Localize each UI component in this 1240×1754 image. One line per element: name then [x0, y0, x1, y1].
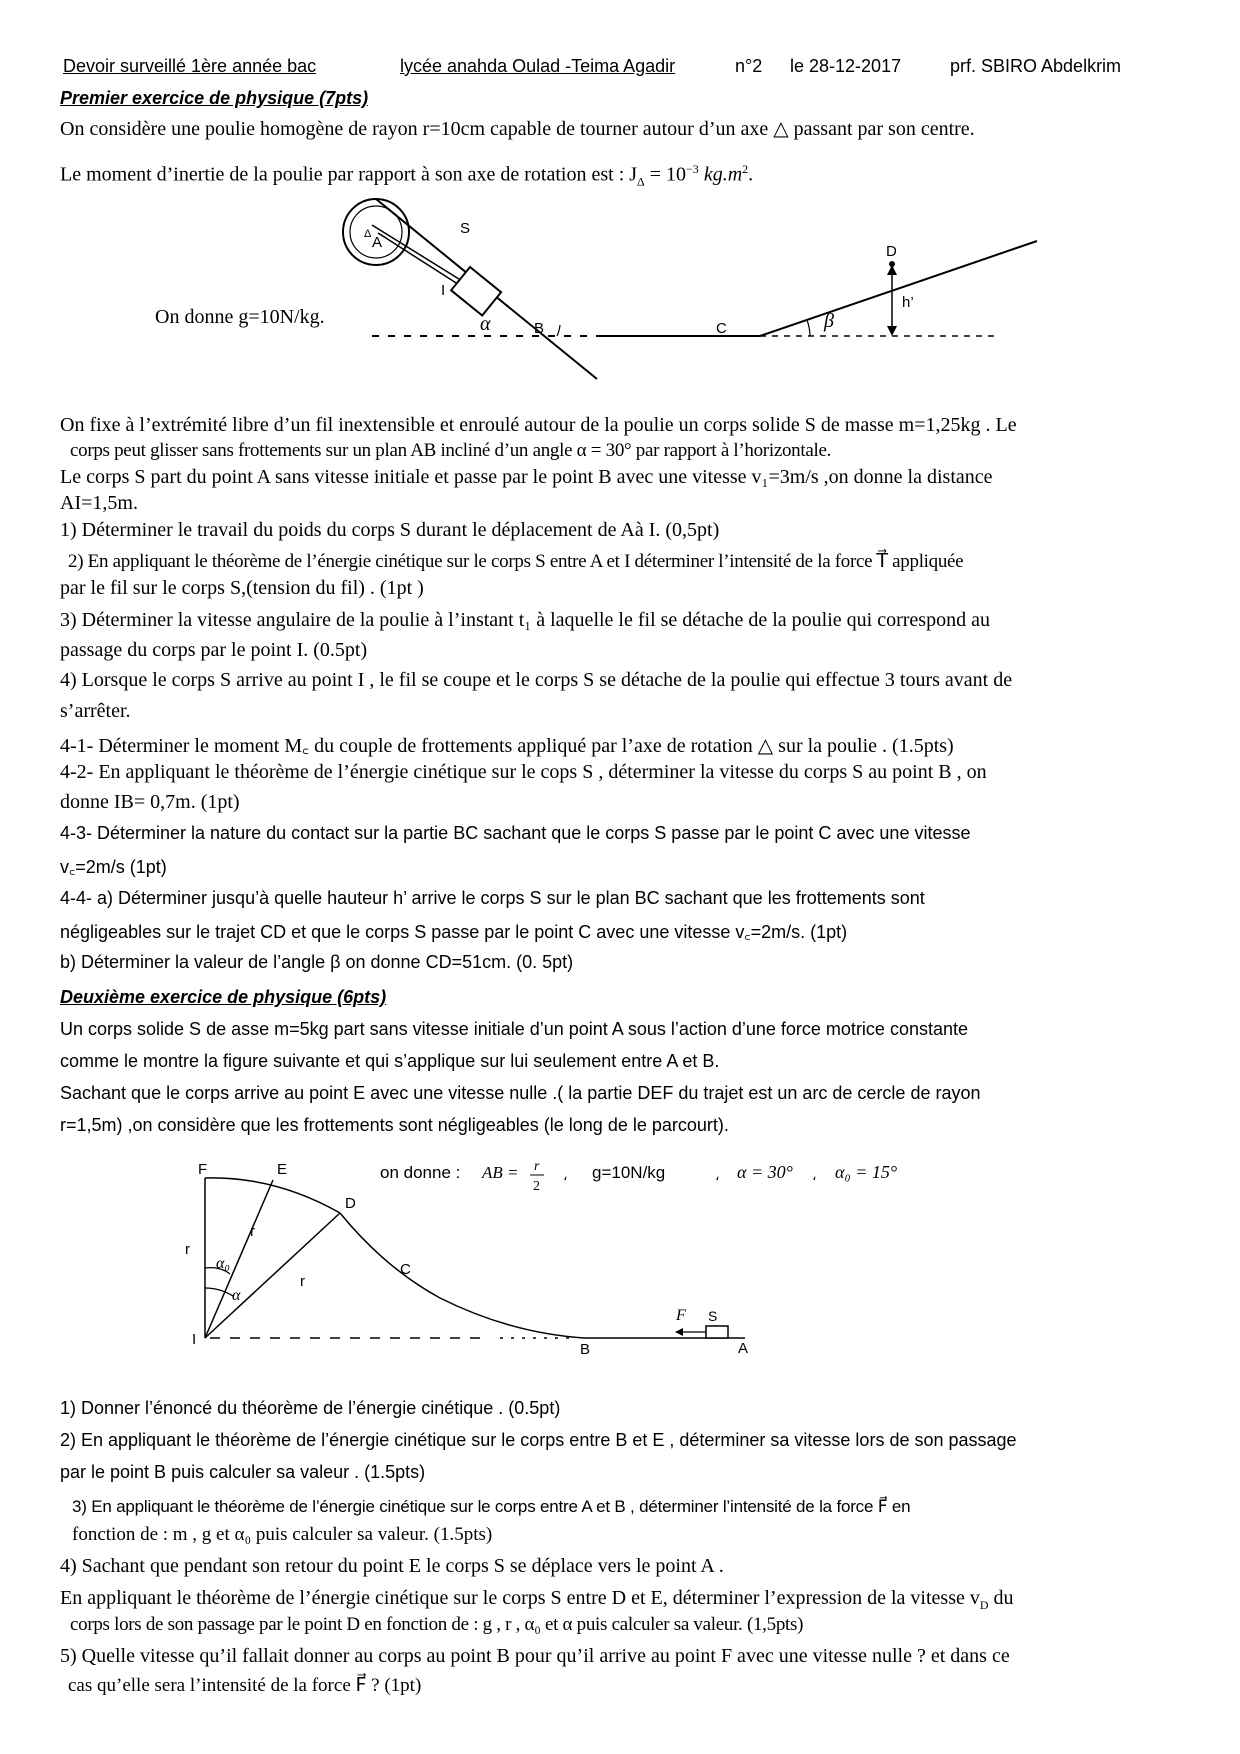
- ex2-q3a: 3) En appliquant le théorème de l’énergie cinétique sur le corps entre A et B , déterminer l’intensité de la force F⃗ en: [72, 1497, 911, 1516]
- ex1-line4: AI=1,5m.: [60, 492, 138, 514]
- given-g: On donne g=10N/kg.: [155, 306, 325, 328]
- ex1-q2b: par le fil sur le corps S,(tension du fil) . (1pt ): [60, 577, 424, 599]
- inertia-eq: = 10: [644, 163, 687, 186]
- header-date: le 28-12-2017: [790, 56, 902, 76]
- arc-alpha: [205, 1288, 233, 1296]
- label-A: A: [372, 234, 383, 251]
- radius-ID: [205, 1213, 340, 1338]
- sep-3: ،: [812, 1167, 817, 1183]
- label-D2: D: [345, 1195, 356, 1212]
- ex1-q3b: passage du corps par le point I. (0.5pt): [60, 639, 368, 661]
- given-g2: g=10N/kg: [592, 1163, 666, 1182]
- label-alpha: α: [480, 313, 491, 335]
- label-alpha0: α₀: [216, 1255, 230, 1272]
- body-S2: [706, 1326, 728, 1338]
- given-label: on donne :: [380, 1163, 461, 1182]
- angle-alpha-arc: [557, 325, 560, 336]
- header-school: lycée anahda Oulad -Teima Agadir: [400, 56, 676, 76]
- label-C2: C: [400, 1261, 411, 1278]
- sep-1: ،: [563, 1167, 568, 1183]
- label-F: F: [198, 1161, 208, 1178]
- q4b-text: En appliquant le théorème de l’énergie cinétique sur le corps S entre D et E, déterminer l’expression de la vitesse v: [60, 1587, 980, 1609]
- label-r2: r: [250, 1223, 255, 1240]
- label-B2: B: [580, 1341, 591, 1358]
- pulley-axis-label: Δ: [364, 228, 372, 240]
- label-S: S: [460, 220, 471, 237]
- q4b-sub: D: [979, 1598, 989, 1612]
- figure-circular-track: [180, 1148, 1060, 1363]
- ex1-line1: On fixe à l’extrémité libre d’un fil inextensible et enroulé autour de la poulie un corps solide S de masse m=1,25kg . Le: [60, 414, 1017, 436]
- label-E: E: [277, 1161, 288, 1178]
- height-arrow-bottom: [887, 326, 897, 336]
- sep-2: ،: [715, 1167, 720, 1183]
- ex2-p1: Un corps solide S de asse m=5kg part sans vitesse initiale d’un point A sous l’action d’une force motrice constante: [60, 1019, 968, 1039]
- figure-inclined-plane: [150, 195, 1070, 395]
- exercise2-title: Deuxième exercice de physique (6pts): [60, 987, 387, 1007]
- label-I2: I: [192, 1331, 197, 1348]
- ex2-p2: comme le montre la figure suivante et qui s’applique sur lui seulement entre A et B.: [60, 1051, 720, 1071]
- ex1-q44c: b) Déterminer la valeur de l’angle β on donne CD=51cm. (0. 5pt): [60, 952, 574, 972]
- ex1-q44b: négligeables sur le trajet CD et que le corps S passe par le point C avec une vitesse v꜀=2m/s. (1pt): [60, 922, 848, 942]
- ex1-q43a: 4-3- Déterminer la nature du contact sur la partie BC sachant que le corps S passe par le point C avec une vitesse: [60, 823, 971, 843]
- ex2-q1: 1) Donner l’énoncé du théorème de l’énergie cinétique . (0.5pt): [60, 1398, 561, 1418]
- force-arrow-head: [675, 1328, 683, 1336]
- header-teacher: prf. SBIRO Abdelkrim: [950, 56, 1122, 76]
- ex2-q5b: cas qu’elle sera l’intensité de la force F⃗ ? (1pt): [68, 1675, 422, 1696]
- ex1-q3a: 3) Déterminer la vitesse angulaire de la poulie à l’instant t₁ à laquelle le fil se détache de la poulie qui correspond au: [60, 609, 990, 631]
- label-S2: S: [708, 1308, 718, 1324]
- label-alpha2: α: [232, 1287, 241, 1304]
- ex1-q2a: 2) En appliquant le théorème de l’énergie cinétique sur le corps S entre A et I déterminer l’intensité de la force T⃗ appliquée: [68, 551, 964, 572]
- ex2-q2a: 2) En appliquant le théorème de l’énergie cinétique sur le corps entre B et E , déterminer sa vitesse lors de son passage: [60, 1430, 1017, 1450]
- header-exam-title: Devoir surveillé 1ère année bac: [63, 56, 317, 76]
- ex1-q44a: 4-4- a) Déterminer jusqu’à quelle hauteur h’ arrive le corps S sur le plan BC sachant que les frottements sont: [60, 888, 925, 908]
- label-A2: A: [738, 1340, 749, 1357]
- ex1-q41: 4-1- Déterminer le moment M꜀ du couple de frottements appliqué par l’axe de rotation △ sur la poulie . (1.5pts): [60, 735, 954, 757]
- arc-FE-D: [205, 1178, 340, 1213]
- inertia-end: .: [748, 163, 754, 186]
- ex1-q43b: v꜀=2m/s (1pt): [60, 857, 167, 877]
- label-r3: r: [300, 1273, 305, 1290]
- exercise1-title: Premier exercice de physique (7pts): [60, 88, 369, 108]
- header-number: n°2: [735, 56, 763, 76]
- ex1-q42b: donne IB= 0,7m. (1pt): [60, 791, 240, 813]
- angle-beta-arc: [807, 320, 810, 336]
- ex2-p4: r=1,5m) ,on considère que les frottements sont négligeables (le long de le parcourt).: [60, 1115, 729, 1135]
- label-D: D: [886, 243, 897, 260]
- label-Fvec: F⃗: [676, 1307, 699, 1324]
- inertia-unit-exp: 2: [742, 162, 749, 176]
- label-beta: β: [824, 310, 834, 332]
- inertia-unit: kg.m: [698, 163, 743, 186]
- inertia-exp: −3: [686, 162, 699, 176]
- exercise1-inertia: [60, 162, 753, 190]
- label-B: B: [534, 320, 545, 337]
- ex1-line3: Le corps S part du point A sans vitesse initiale et passe par le point B avec une vitesse v₁=3m/s ,on donne la distance: [60, 466, 993, 488]
- exercise1-intro: On considère une poulie homogène de rayon r=10cm capable de tourner autour d’un axe △ passant par son centre.: [60, 118, 975, 140]
- inertia-text: Le moment d’inertie de la poulie par rapport à son axe de rotation est : J: [60, 163, 638, 186]
- ex1-q1: 1) Déterminer le travail du poids du corps S durant le déplacement de Aà I. (0,5pt): [60, 519, 720, 541]
- ex2-q5a: 5) Quelle vitesse qu’il fallait donner au corps au point B pour qu’il arrive au point F avec une vitesse nulle ? et dans ce: [60, 1645, 1010, 1667]
- label-I: I: [441, 282, 446, 299]
- height-arrow-top: [887, 265, 897, 275]
- label-C: C: [716, 320, 727, 337]
- given-alpha0: α₀ = 15°: [835, 1162, 898, 1182]
- label-r1: r: [185, 1241, 190, 1258]
- curve-DCB: [340, 1213, 584, 1338]
- pulley-circle: [343, 199, 409, 265]
- body-S: [451, 267, 501, 315]
- ex1-q42a: 4-2- En appliquant le théorème de l’énergie cinétique sur le cops S , déterminer la vitesse du corps S au point B , on: [60, 761, 987, 783]
- ex1-line2: corps peut glisser sans frottements sur un plan AB incliné d’un angle α = 30° par rapport à l’horizontale.: [70, 440, 832, 461]
- given-ab: AB =: [482, 1163, 519, 1182]
- ex2-p3: Sachant que le corps arrive au point E avec une vitesse nulle .( la partie DEF du trajet est un arc de cercle de rayon: [60, 1083, 981, 1103]
- q4b-end: du: [988, 1587, 1014, 1609]
- ex1-q4b: s’arrêter.: [60, 700, 131, 722]
- ex2-q4c: corps lors de son passage par le point D en fonction de : g , r , α₀ et α puis calculer sa valeur. (1,5pts): [70, 1614, 804, 1635]
- given-alpha: α = 30°: [737, 1162, 793, 1182]
- ex2-q4a: 4) Sachant que pendant son retour du point E le corps S se déplace vers le point A .: [60, 1555, 724, 1577]
- frac-num: r: [534, 1159, 540, 1174]
- ex2-q4b: [60, 1587, 1014, 1613]
- ex1-q4a: 4) Lorsque le corps S arrive au point I , le fil se coupe et le corps S se détache de la poulie qui effectue 3 tours avant de: [60, 669, 1013, 691]
- ex2-q3b: fonction de : m , g et α₀ puis calculer sa valeur. (1.5pts): [72, 1524, 493, 1545]
- inertia-sub: Δ: [637, 174, 645, 189]
- label-h: h’: [902, 294, 914, 311]
- frac-den: 2: [533, 1179, 540, 1194]
- ex2-q2b: par le point B puis calculer sa valeur . (1.5pts): [60, 1462, 426, 1482]
- incline-CD: [760, 241, 1037, 336]
